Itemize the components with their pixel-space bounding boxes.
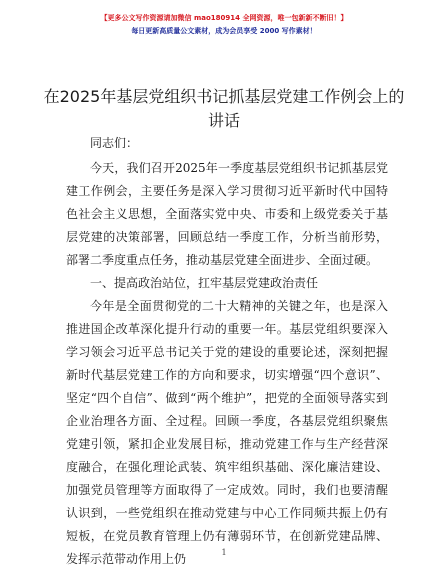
page-number: 1	[221, 548, 227, 557]
paragraph-intro: 今天，我们召开2025年一季度基层党组织书记抓基层党建工作例会，主要任务是深入学习贯彻习近平新时代中国特色社会主义思想，全面落实党中央、市委和上级党委关于基层党建的决策部署，回顾总结一季度工作，分析当前形势，部署二季度重点任务，推动基层党建全面进步、全面过硬。	[66, 161, 388, 267]
salutation: 同志们：	[90, 136, 139, 150]
promo-banner-line-2: 每日更新高质量公文素材，成为会员享受 2000 写作素材！	[131, 27, 317, 35]
promo-banner-line-1: 【更多公文写作资源请加微信 mao180914 全网资源，唯一包新新不断旧！】	[100, 14, 348, 22]
document-body	[66, 132, 388, 571]
section-heading-1: 一、提高政治站位，扛牢基层党建政治责任	[90, 276, 319, 290]
document-title: 在2025年基层党组织书记抓基层党建工作例会上的讲话	[43, 87, 405, 130]
paragraph-section-1: 今年是全面贯彻党的二十大精神的关键之年，也是深入推进国企改革深化提升行动的重要一年。基层党组织要深入学习领会习近平总书记关于党的建设的重要论述，深刻把握新时代基层党建工作的方向和要求，切实增强“四个意识”、坚定“四个自信”、做到“两个维护”，把党的全面领导落实到企业治理各方面、全过程。回顾一季度，各基层党组织聚焦党建引领，紧扣企业发展目标，推动党建工作与生产经营深度融合，在强化理论武装、筑牢组织基础、深化廉洁建设、加强党员管理等方面取得了一定成效。同时，我们也要清醒认识到，一些党组织在推动党建与中心工作同频共振上仍有短板，在党员教育管理上仍有薄弱环节，在创新党建品牌、发挥示范带动作用上仍	[66, 299, 388, 566]
